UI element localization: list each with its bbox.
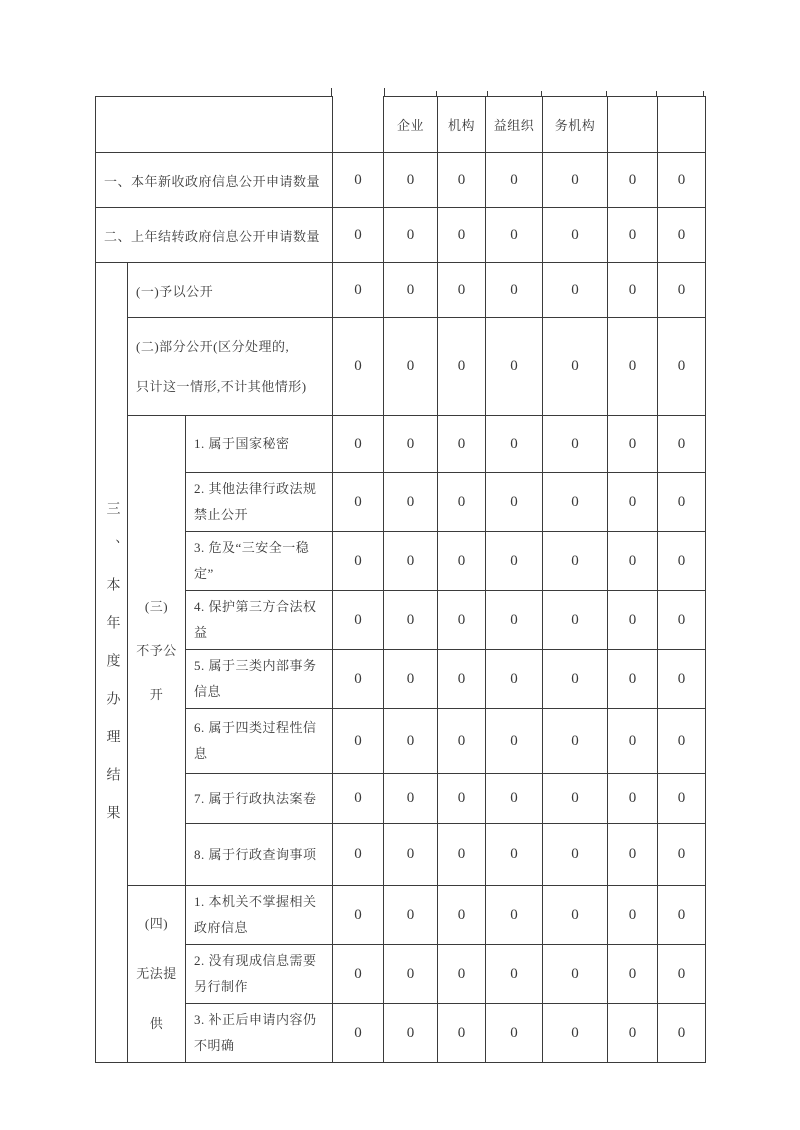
header-cell-empty — [333, 97, 384, 153]
value-cell: 0 — [543, 263, 608, 318]
value-cell: 0 — [333, 208, 384, 263]
value-cell: 0 — [384, 153, 438, 208]
value-cell: 0 — [384, 416, 438, 473]
corner-cell — [96, 97, 333, 153]
value-cell: 0 — [333, 824, 384, 886]
value-cell: 0 — [486, 532, 543, 591]
table-row — [96, 1004, 706, 1063]
value-cell: 0 — [543, 1004, 608, 1063]
crop-border-stub — [703, 91, 704, 96]
header-cell: 务机构 — [543, 97, 608, 153]
value-cell: 0 — [658, 945, 706, 1004]
value-cell: 0 — [333, 945, 384, 1004]
row-label: 3. 补正后申请内容仍不明确 — [186, 1004, 333, 1063]
value-cell: 0 — [543, 774, 608, 824]
group-label-line: 不予公 — [136, 642, 177, 658]
value-cell: 0 — [486, 945, 543, 1004]
value-cell: 0 — [384, 945, 438, 1004]
value-cell: 0 — [543, 886, 608, 945]
value-cell: 0 — [658, 1004, 706, 1063]
value-cell: 0 — [333, 591, 384, 650]
table-row — [96, 774, 706, 824]
value-cell: 0 — [438, 1004, 486, 1063]
group-label-line: (三) — [144, 598, 169, 614]
row-label: (一)予以公开 — [128, 263, 333, 318]
row-label: 6. 属于四类过程性信息 — [186, 709, 333, 774]
value-cell: 0 — [486, 774, 543, 824]
value-cell: 0 — [333, 532, 384, 591]
value-cell: 0 — [543, 650, 608, 709]
crop-border-stub — [384, 88, 385, 96]
crop-border-stub — [541, 91, 542, 96]
table-row — [96, 532, 706, 591]
value-cell: 0 — [608, 709, 658, 774]
value-cell: 0 — [333, 886, 384, 945]
value-cell: 0 — [438, 945, 486, 1004]
value-cell: 0 — [384, 824, 438, 886]
group-label-line: (四) — [144, 916, 169, 931]
value-cell: 0 — [608, 208, 658, 263]
value-cell: 0 — [658, 886, 706, 945]
value-cell: 0 — [384, 318, 438, 416]
value-cell: 0 — [658, 709, 706, 774]
value-cell: 0 — [438, 532, 486, 591]
crop-border-stub — [656, 91, 657, 96]
value-cell: 0 — [486, 473, 543, 532]
value-cell: 0 — [438, 263, 486, 318]
value-cell: 0 — [486, 1004, 543, 1063]
section-title-vertical: 三、本年度办理结果 — [104, 500, 120, 843]
value-cell: 0 — [486, 208, 543, 263]
value-cell: 0 — [438, 709, 486, 774]
header-cell: 机构 — [438, 97, 486, 153]
header-cell-empty — [608, 97, 658, 153]
value-cell: 0 — [543, 208, 608, 263]
value-cell: 0 — [608, 473, 658, 532]
value-cell: 0 — [543, 945, 608, 1004]
value-cell: 0 — [384, 709, 438, 774]
value-cell: 0 — [438, 153, 486, 208]
value-cell: 0 — [608, 591, 658, 650]
crop-border-stub — [487, 91, 488, 96]
value-cell: 0 — [486, 153, 543, 208]
value-cell: 0 — [438, 824, 486, 886]
group-label-cell — [128, 416, 186, 886]
table-row — [96, 208, 706, 263]
crop-border-stub — [331, 88, 332, 96]
value-cell: 0 — [333, 416, 384, 473]
value-cell: 0 — [608, 886, 658, 945]
table-row — [96, 886, 706, 945]
value-cell: 0 — [438, 650, 486, 709]
value-cell: 0 — [486, 318, 543, 416]
value-cell: 0 — [333, 774, 384, 824]
row-label: 一、本年新收政府信息公开申请数量 — [96, 153, 333, 208]
value-cell: 0 — [384, 591, 438, 650]
value-cell: 0 — [486, 709, 543, 774]
table-row — [96, 591, 706, 650]
value-cell: 0 — [384, 473, 438, 532]
value-cell: 0 — [384, 886, 438, 945]
row-label — [128, 318, 333, 416]
value-cell: 0 — [486, 824, 543, 886]
value-cell: 0 — [543, 153, 608, 208]
value-cell: 0 — [608, 318, 658, 416]
value-cell: 0 — [658, 650, 706, 709]
row-label-line: (二)部分公开(区分处理的, — [136, 338, 290, 354]
value-cell: 0 — [438, 318, 486, 416]
value-cell: 0 — [608, 824, 658, 886]
value-cell: 0 — [333, 473, 384, 532]
value-cell: 0 — [384, 774, 438, 824]
value-cell: 0 — [658, 416, 706, 473]
value-cell: 0 — [608, 1004, 658, 1063]
table-row — [96, 153, 706, 208]
value-cell: 0 — [608, 532, 658, 591]
value-cell: 0 — [658, 824, 706, 886]
value-cell: 0 — [486, 263, 543, 318]
header-cell-empty — [658, 97, 706, 153]
value-cell: 0 — [333, 709, 384, 774]
value-cell: 0 — [333, 650, 384, 709]
group-label-line: 无法提 — [136, 966, 177, 981]
value-cell: 0 — [543, 532, 608, 591]
table-row — [96, 318, 706, 416]
table-row — [96, 945, 706, 1004]
value-cell: 0 — [333, 263, 384, 318]
value-cell: 0 — [543, 591, 608, 650]
value-cell: 0 — [438, 416, 486, 473]
value-cell: 0 — [543, 824, 608, 886]
header-cell: 益组织 — [486, 97, 543, 153]
table-row — [96, 473, 706, 532]
value-cell: 0 — [658, 208, 706, 263]
value-cell: 0 — [333, 1004, 384, 1063]
value-cell: 0 — [658, 532, 706, 591]
table-row — [96, 709, 706, 774]
value-cell: 0 — [658, 591, 706, 650]
value-cell: 0 — [438, 591, 486, 650]
value-cell: 0 — [438, 473, 486, 532]
value-cell: 0 — [658, 263, 706, 318]
value-cell: 0 — [438, 886, 486, 945]
group-label-cell — [128, 886, 186, 1063]
row-label: 2. 没有现成信息需要另行制作 — [186, 945, 333, 1004]
value-cell: 0 — [543, 416, 608, 473]
value-cell: 0 — [658, 318, 706, 416]
value-cell: 0 — [658, 153, 706, 208]
value-cell: 0 — [608, 153, 658, 208]
group-label-line: 供 — [149, 1016, 164, 1031]
value-cell: 0 — [608, 263, 658, 318]
value-cell: 0 — [384, 650, 438, 709]
value-cell: 0 — [486, 886, 543, 945]
value-cell: 0 — [384, 208, 438, 263]
value-cell: 0 — [384, 263, 438, 318]
value-cell: 0 — [608, 774, 658, 824]
table-row — [96, 263, 706, 318]
value-cell: 0 — [658, 473, 706, 532]
section-title-cell — [96, 263, 128, 1063]
row-label: 二、上年结转政府信息公开申请数量 — [96, 208, 333, 263]
row-label: 1. 属于国家秘密 — [186, 416, 333, 473]
row-label: 5. 属于三类内部事务信息 — [186, 650, 333, 709]
crop-border-stub — [436, 91, 437, 96]
row-label: 1. 本机关不掌握相关政府信息 — [186, 886, 333, 945]
value-cell: 0 — [543, 318, 608, 416]
value-cell: 0 — [438, 774, 486, 824]
value-cell: 0 — [486, 416, 543, 473]
value-cell: 0 — [658, 774, 706, 824]
annual-report-table — [95, 96, 706, 1063]
table-row — [96, 824, 706, 886]
value-cell: 0 — [543, 473, 608, 532]
value-cell: 0 — [333, 153, 384, 208]
value-cell: 0 — [333, 318, 384, 416]
value-cell: 0 — [543, 709, 608, 774]
value-cell: 0 — [486, 650, 543, 709]
row-label-line: 只计这一情形,不计其他情形) — [136, 378, 307, 394]
crop-border-stub — [606, 91, 607, 96]
value-cell: 0 — [486, 591, 543, 650]
table-row — [96, 650, 706, 709]
row-label: 7. 属于行政执法案卷 — [186, 774, 333, 824]
group-label-line: 开 — [149, 686, 164, 702]
value-cell: 0 — [608, 416, 658, 473]
header-cell: 企业 — [384, 97, 438, 153]
table-row — [96, 416, 706, 473]
row-label: 3. 危及“三安全一稳定” — [186, 532, 333, 591]
value-cell: 0 — [608, 945, 658, 1004]
document-page-table-area — [95, 96, 706, 1063]
row-label: 4. 保护第三方合法权益 — [186, 591, 333, 650]
value-cell: 0 — [384, 532, 438, 591]
value-cell: 0 — [608, 650, 658, 709]
value-cell: 0 — [384, 1004, 438, 1063]
row-label: 2. 其他法律行政法规禁止公开 — [186, 473, 333, 532]
table-row — [96, 97, 706, 153]
value-cell: 0 — [438, 208, 486, 263]
row-label: 8. 属于行政查询事项 — [186, 824, 333, 886]
